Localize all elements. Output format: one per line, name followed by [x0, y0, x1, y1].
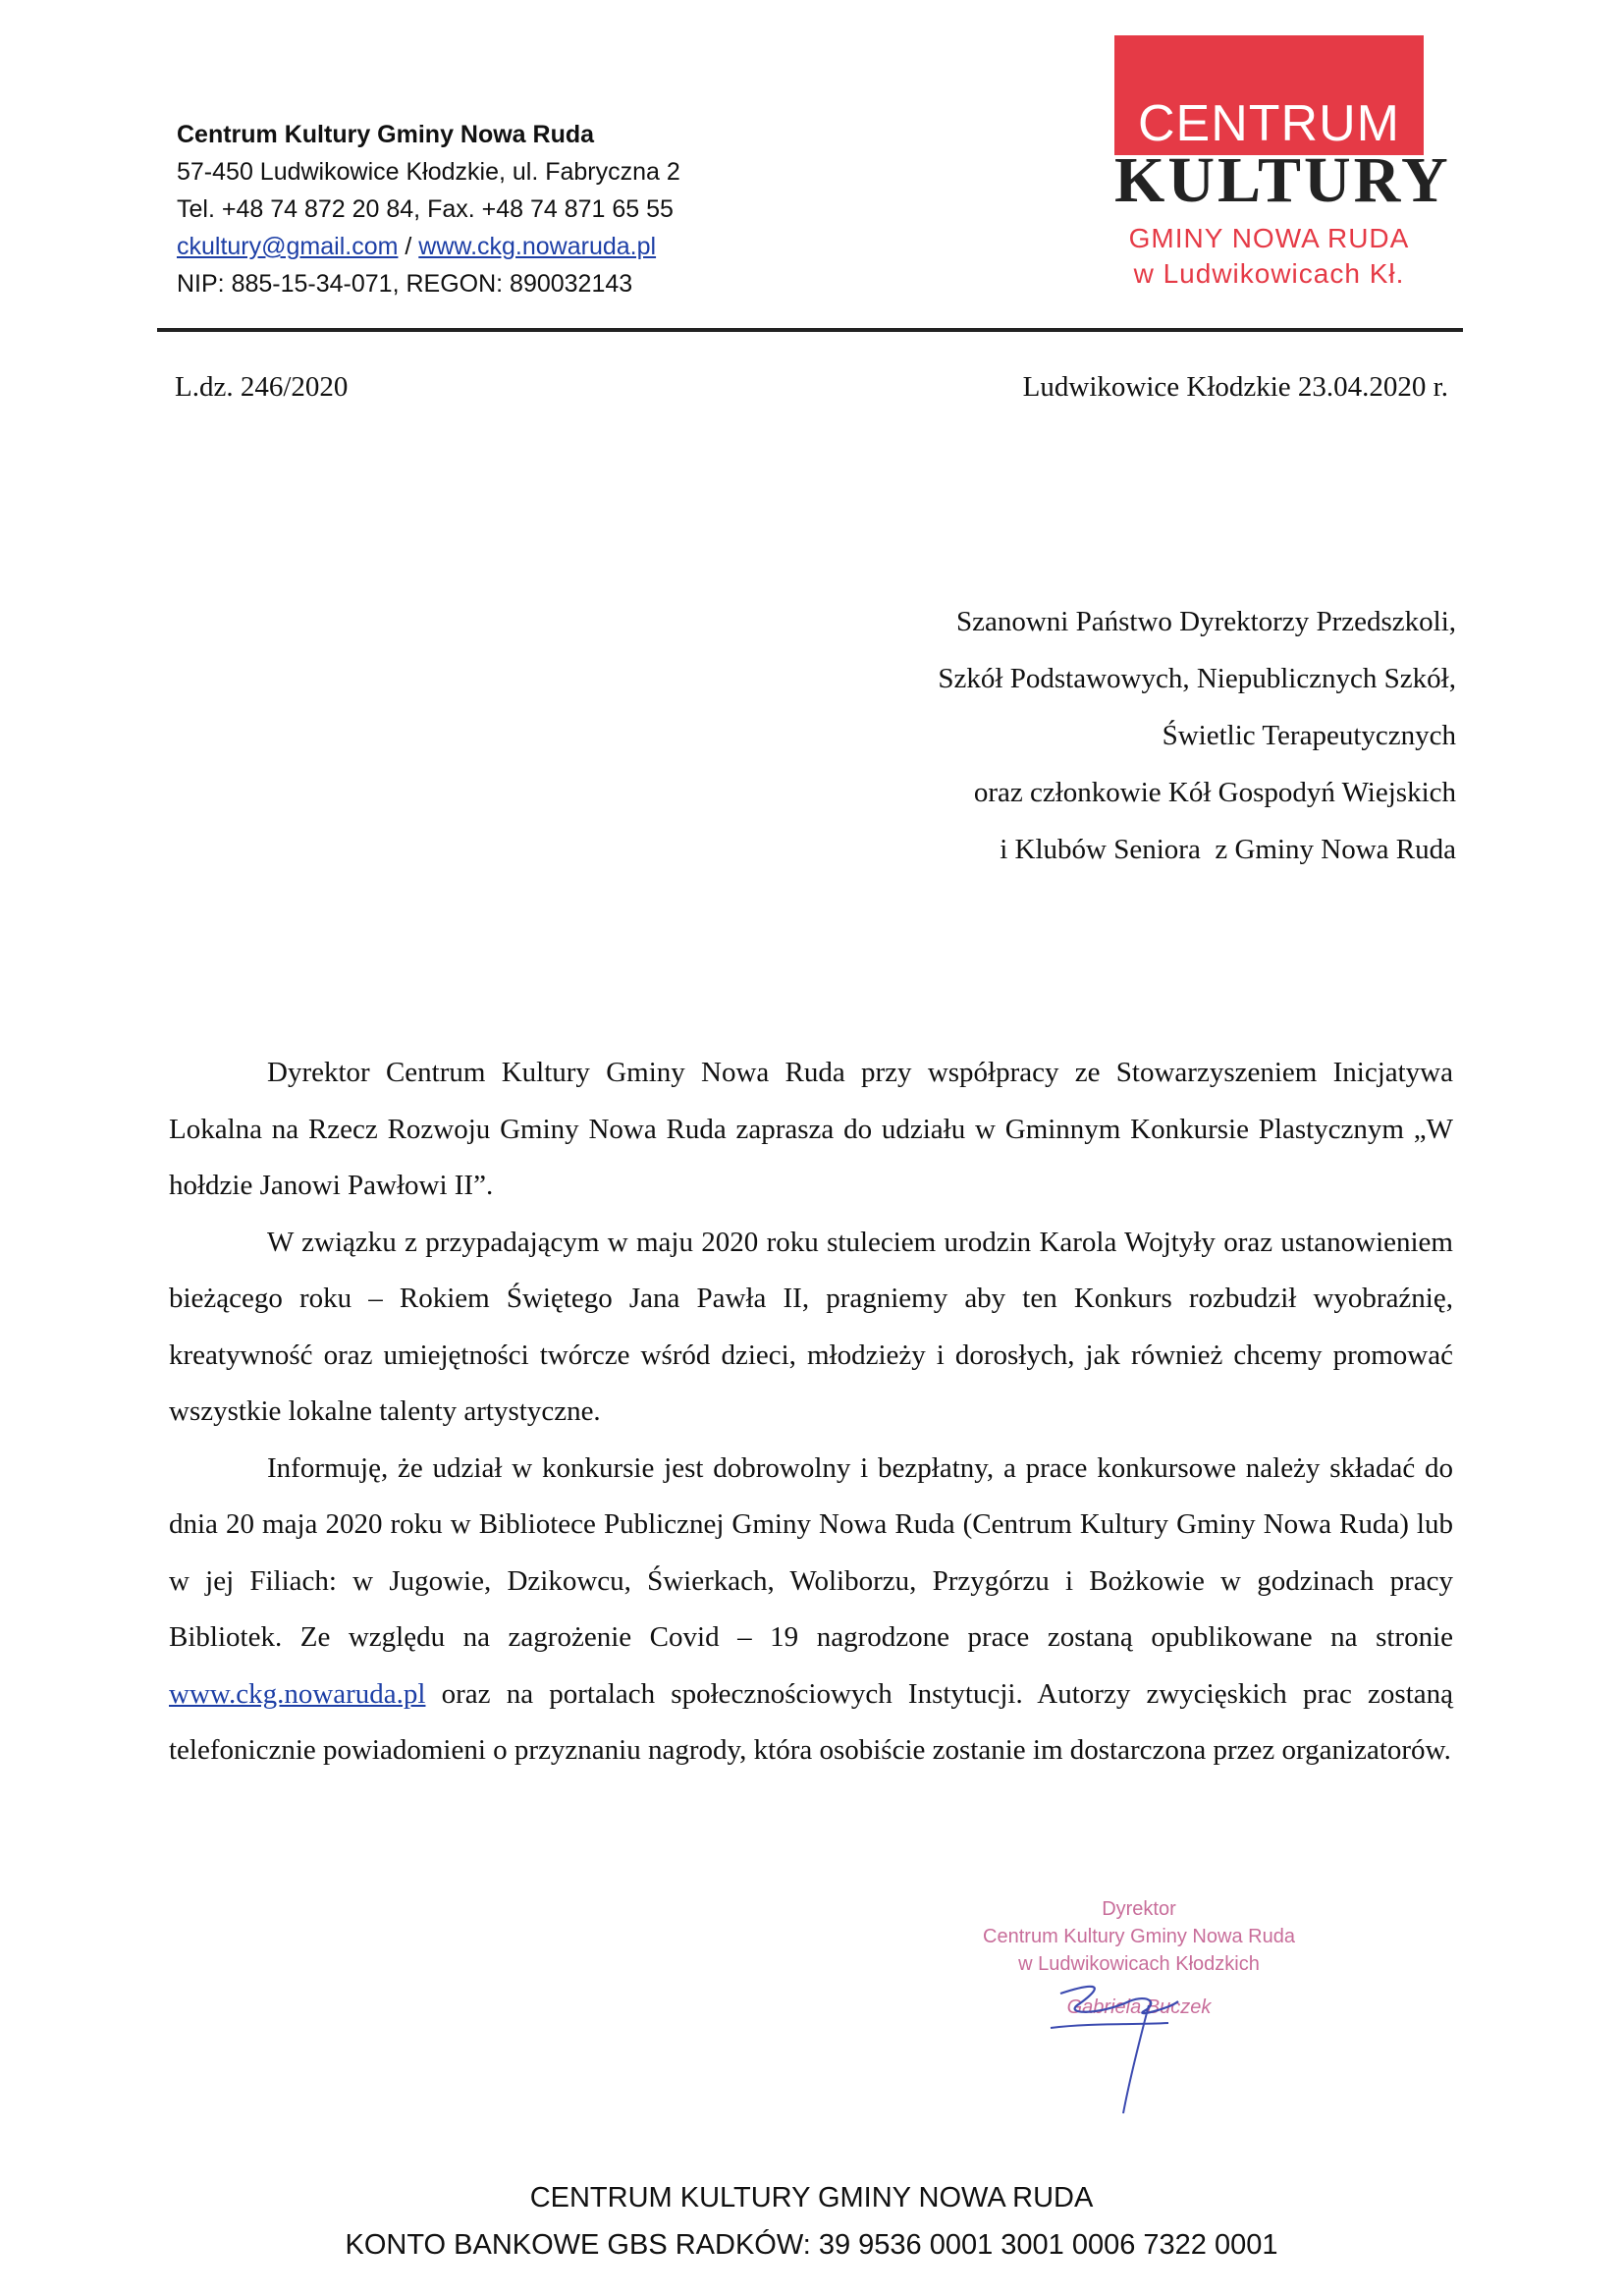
email-link[interactable]: ckultury@gmail.com — [177, 233, 399, 260]
paragraph-3-end: oraz na portalach społecznościowych Instytucji. Autorzy zwycięskich prac zostaną telefonicznie powiadomieni o przyznaniu nagrody, która osobiście zostanie im dostarczona przez organizatorów. — [169, 1677, 1453, 1766]
centrum-kultury-logo — [1114, 35, 1451, 301]
addressee-line: oraz członkowie Kół Gospodyń Wiejskich — [973, 777, 1456, 808]
org-name: Centrum Kultury Gminy Nowa Ruda — [177, 121, 595, 148]
website-link[interactable]: www.ckg.nowaruda.pl — [418, 233, 657, 260]
handwritten-signature — [1021, 1954, 1276, 2121]
footer — [0, 2174, 1623, 2269]
org-contact-links — [177, 228, 680, 265]
org-phone-fax: Tel. +48 74 872 20 84, Fax. +48 74 871 65 55 — [177, 195, 674, 223]
reference-number: L.dz. 246/2020 — [175, 371, 349, 403]
website-link-inline[interactable]: www.ckg.nowaruda.pl — [169, 1677, 426, 1710]
paragraph-3-start: Informuję, że udział w konkursie jest dobrowolny i bezpłatny, a prace konkursowe należy składać do dnia 20 maja 2020 roku w Bibliotece Publicznej Gminy Nowa Ruda (Centrum Kultury Gminy Nowa Ruda) lub w jej Filiach: w Jugowie, Dzikowcu, Świerkach, Woliborzu, Przygórzu i Bożkowie w godzinach pracy Bibliotek. Ze względu na zagrożenie Covid – 19 nagrodzone prace zostaną opublikowane na stronie — [169, 1451, 1453, 1653]
letter-body — [169, 1045, 1453, 1779]
body-paragraph-2: W związku z przypadającym w maju 2020 roku stuleciem urodzin Karola Wojtyły oraz ustanowieniem bieżącego roku – Rokiem Świętego Jana Pawła II, pragniemy aby ten Konkurs rozbudził wyobraźnię, kreatywność oraz umiejętności twórcze wśród dzieci, młodzieży i dorosłych, jak również chcemy promować wszystkie lokalne talenty artystyczne. — [169, 1226, 1453, 1427]
addressee-line: Świetlic Terapeutycznych — [1162, 720, 1456, 751]
stamp-name: Gabriela Buczek — [1066, 1996, 1212, 2018]
addressee-block — [938, 593, 1456, 878]
stamp-institution: Centrum Kultury Gminy Nowa Ruda — [983, 1926, 1295, 1947]
addressee-line: Szkół Podstawowych, Niepublicznych Szkół, — [938, 663, 1456, 694]
logo-centrum-text: CENTRUM — [1138, 95, 1400, 152]
org-address: 57-450 Ludwikowice Kłodzkie, ul. Fabryczna 2 — [177, 158, 680, 186]
stamp-location: w Ludwikowicach Kłodzkich — [1018, 1953, 1260, 1975]
link-separator: / — [398, 233, 419, 260]
place-and-date: Ludwikowice Kłodzkie 23.04.2020 r. — [1022, 371, 1448, 403]
footer-bank-account: KONTO BANKOWE GBS RADKÓW: 39 9536 0001 3001 0006 7322 0001 — [345, 2229, 1278, 2261]
footer-org-name: CENTRUM KULTURY GMINY NOWA RUDA — [529, 2182, 1094, 2214]
body-paragraph-3 — [169, 1441, 1453, 1779]
addressee-line: i Klubów Seniora z Gminy Nowa Ruda — [1000, 834, 1456, 865]
header-divider — [157, 328, 1463, 332]
logo-kultury-text: KULTURY — [1114, 144, 1451, 216]
stamp-title: Dyrektor — [1102, 1898, 1176, 1920]
logo-location-text: w Ludwikowicach Kł. — [1133, 258, 1405, 289]
addressee-line: Szanowni Państwo Dyrektorzy Przedszkoli, — [955, 606, 1456, 637]
body-paragraph-1: Dyrektor Centrum Kultury Gminy Nowa Ruda przy współpracy ze Stowarzyszeniem Inicjatywa Lokalna na Rzecz Rozwoju Gminy Nowa Ruda zaprasza do udziału w Gminnym Konkursie Plastycznym „W hołdzie Janowi Pawłowi II”. — [169, 1057, 1453, 1201]
logo-gminy-text: GMINY NOWA RUDA — [1128, 223, 1410, 253]
org-tax-ids: NIP: 885-15-34-071, REGON: 890032143 — [177, 270, 633, 298]
organization-header — [177, 116, 680, 302]
